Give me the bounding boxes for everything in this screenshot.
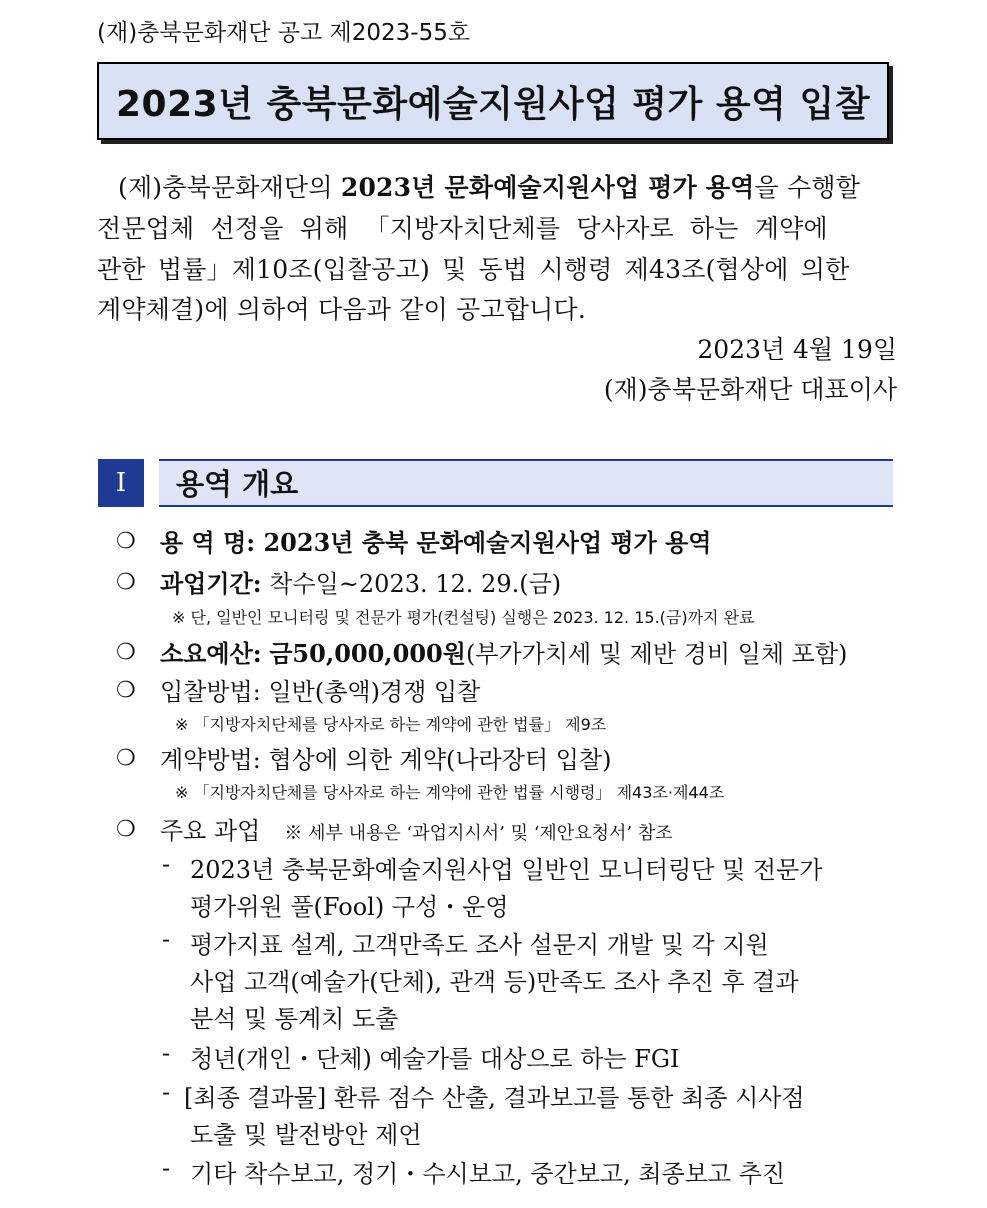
period-note: ※ 단, 일반인 모니터링 및 전문가 평가(컨설팅) 실행은 2023. 12. 15.(금)까지 완료 bbox=[172, 608, 755, 627]
bullet-icon: ❍ bbox=[116, 817, 136, 842]
notice-number: (재)충북문화재단 공고 제2023-55호 bbox=[97, 20, 471, 46]
title-box bbox=[97, 62, 889, 140]
item-budget: 소요예산: 금50,000,000원(부가가치세 및 제반 경비 일체 포함) bbox=[160, 639, 848, 668]
intro-line-2: 전문업체 선정을 위해 「지방자치단체를 당사자로 하는 계약에 bbox=[97, 214, 828, 243]
task-4-line-2: 도출 및 발전방안 제언 bbox=[190, 1121, 422, 1149]
contract-note: ※ 「지방자치단체를 당사자로 하는 계약에 관한 법률 시행령」 제43조·제44조 bbox=[175, 783, 725, 802]
task-1-line-2: 평가위원 풀(Fool) 구성・운영 bbox=[190, 893, 509, 921]
item-name: 용 역 명: 2023년 충북 문화예술지원사업 평가 용역 bbox=[160, 528, 712, 557]
dash-bullet: - bbox=[162, 1039, 171, 1067]
bullet-icon: ❍ bbox=[116, 746, 136, 771]
dash-bullet: - bbox=[162, 925, 171, 953]
item-period: 과업기간: 착수일~2023. 12. 29.(금) bbox=[160, 569, 562, 598]
task-1-line-1: 2023년 충북문화예술지원사업 일반인 모니터링단 및 전문가 bbox=[190, 856, 823, 884]
intro-line-4: 계약체결)에 의하여 다음과 같이 공고합니다. bbox=[97, 295, 586, 324]
issuer: (재)충북문화재단 대표이사 bbox=[603, 375, 897, 404]
notice-date: 2023년 4월 19일 bbox=[697, 335, 897, 364]
intro-line-1: (제)충북문화재단의 2023년 문화예술지원사업 평가 용역을 수행할 bbox=[118, 173, 861, 202]
task-3-line-1: 청년(개인・단체) 예술가를 대상으로 하는 FGI bbox=[190, 1045, 680, 1073]
bid-note: ※ 「지방자치단체를 당사자로 하는 계약에 관한 법률」 제9조 bbox=[175, 715, 607, 734]
bullet-icon: ❍ bbox=[116, 678, 136, 703]
section-number: I bbox=[98, 459, 144, 507]
document-title: 2023년 충북문화예술지원사업 평가 용역 입찰 bbox=[115, 83, 871, 125]
intro-line-3: 관한 법률」제10조(입찰공고) 및 동법 시행령 제43조(협상에 의한 bbox=[97, 255, 850, 284]
bullet-icon: ❍ bbox=[116, 529, 136, 554]
item-bid-method: 입찰방법: 일반(총액)경쟁 입찰 bbox=[160, 678, 481, 706]
item-tasks: 주요 과업 ※ 세부 내용은 ‘과업지시서’ 및 ‘제안요청서’ 참조 bbox=[160, 817, 673, 845]
bullet-icon: ❍ bbox=[116, 570, 136, 595]
task-2-line-2: 사업 고객(예술가(단체), 관객 등)만족도 조사 추진 후 결과 bbox=[190, 968, 799, 996]
item-contract-method: 계약방법: 협상에 의한 계약(나라장터 입찰) bbox=[160, 746, 612, 774]
task-4-line-1: [최종 결과물] 환류 점수 산출, 결과보고를 통한 최종 시사점 bbox=[184, 1084, 805, 1112]
task-5-line-1: 기타 착수보고, 정기・수시보고, 중간보고, 최종보고 추진 bbox=[190, 1160, 786, 1188]
task-2-line-1: 평가지표 설계, 고객만족도 조사 설문지 개발 및 각 지원 bbox=[190, 931, 769, 959]
bullet-icon: ❍ bbox=[116, 640, 136, 665]
dash-bullet: - bbox=[162, 1078, 171, 1106]
dash-bullet: - bbox=[162, 1154, 171, 1182]
intro-bold-phrase: 2023년 문화예술지원사업 평가 용역 bbox=[340, 173, 755, 202]
task-2-line-3: 분석 및 통계치 도출 bbox=[190, 1005, 399, 1033]
section-title: 용역 개요 bbox=[176, 467, 299, 501]
dash-bullet: - bbox=[162, 850, 171, 878]
